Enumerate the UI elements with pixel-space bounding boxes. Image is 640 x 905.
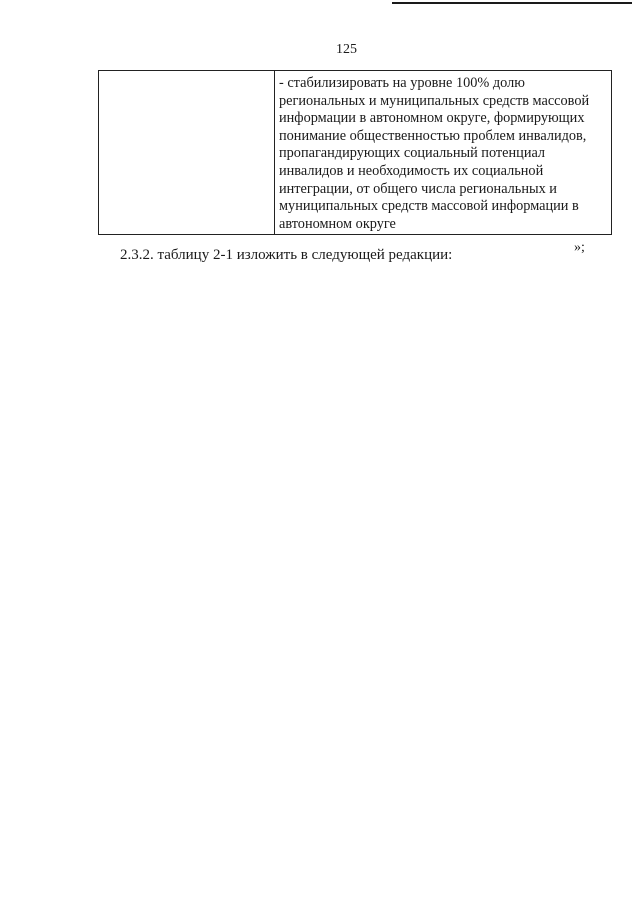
table-text-line: понимание общественностью проблем инвалидов,	[279, 127, 587, 144]
table-text-line: - стабилизировать на уровне 100% долю	[279, 75, 525, 91]
top-rule	[392, 2, 632, 4]
closing-quote: »;	[574, 240, 585, 255]
table-right-cell	[279, 75, 609, 233]
amendment-paragraph: 2.3.2. таблицу 2-1 изложить в следующей редакции:	[120, 247, 453, 263]
table-text-line: информации в автономном округе, формирующих	[279, 110, 585, 127]
table-text-line: региональных и муниципальных средств массовой	[279, 92, 590, 109]
page-number: 125	[336, 42, 357, 57]
table	[98, 70, 612, 235]
table-text-line: муниципальных средств массовой информации в	[279, 198, 579, 215]
table-text-line: интеграции, от общего числа региональных и	[279, 180, 557, 197]
table-text-line: инвалидов и необходимость их социальной	[279, 162, 544, 179]
table-text-line: пропагандирующих социальный потенциал	[279, 145, 546, 162]
table-left-cell	[99, 71, 275, 234]
table-text-line: автономном округе	[279, 215, 396, 232]
